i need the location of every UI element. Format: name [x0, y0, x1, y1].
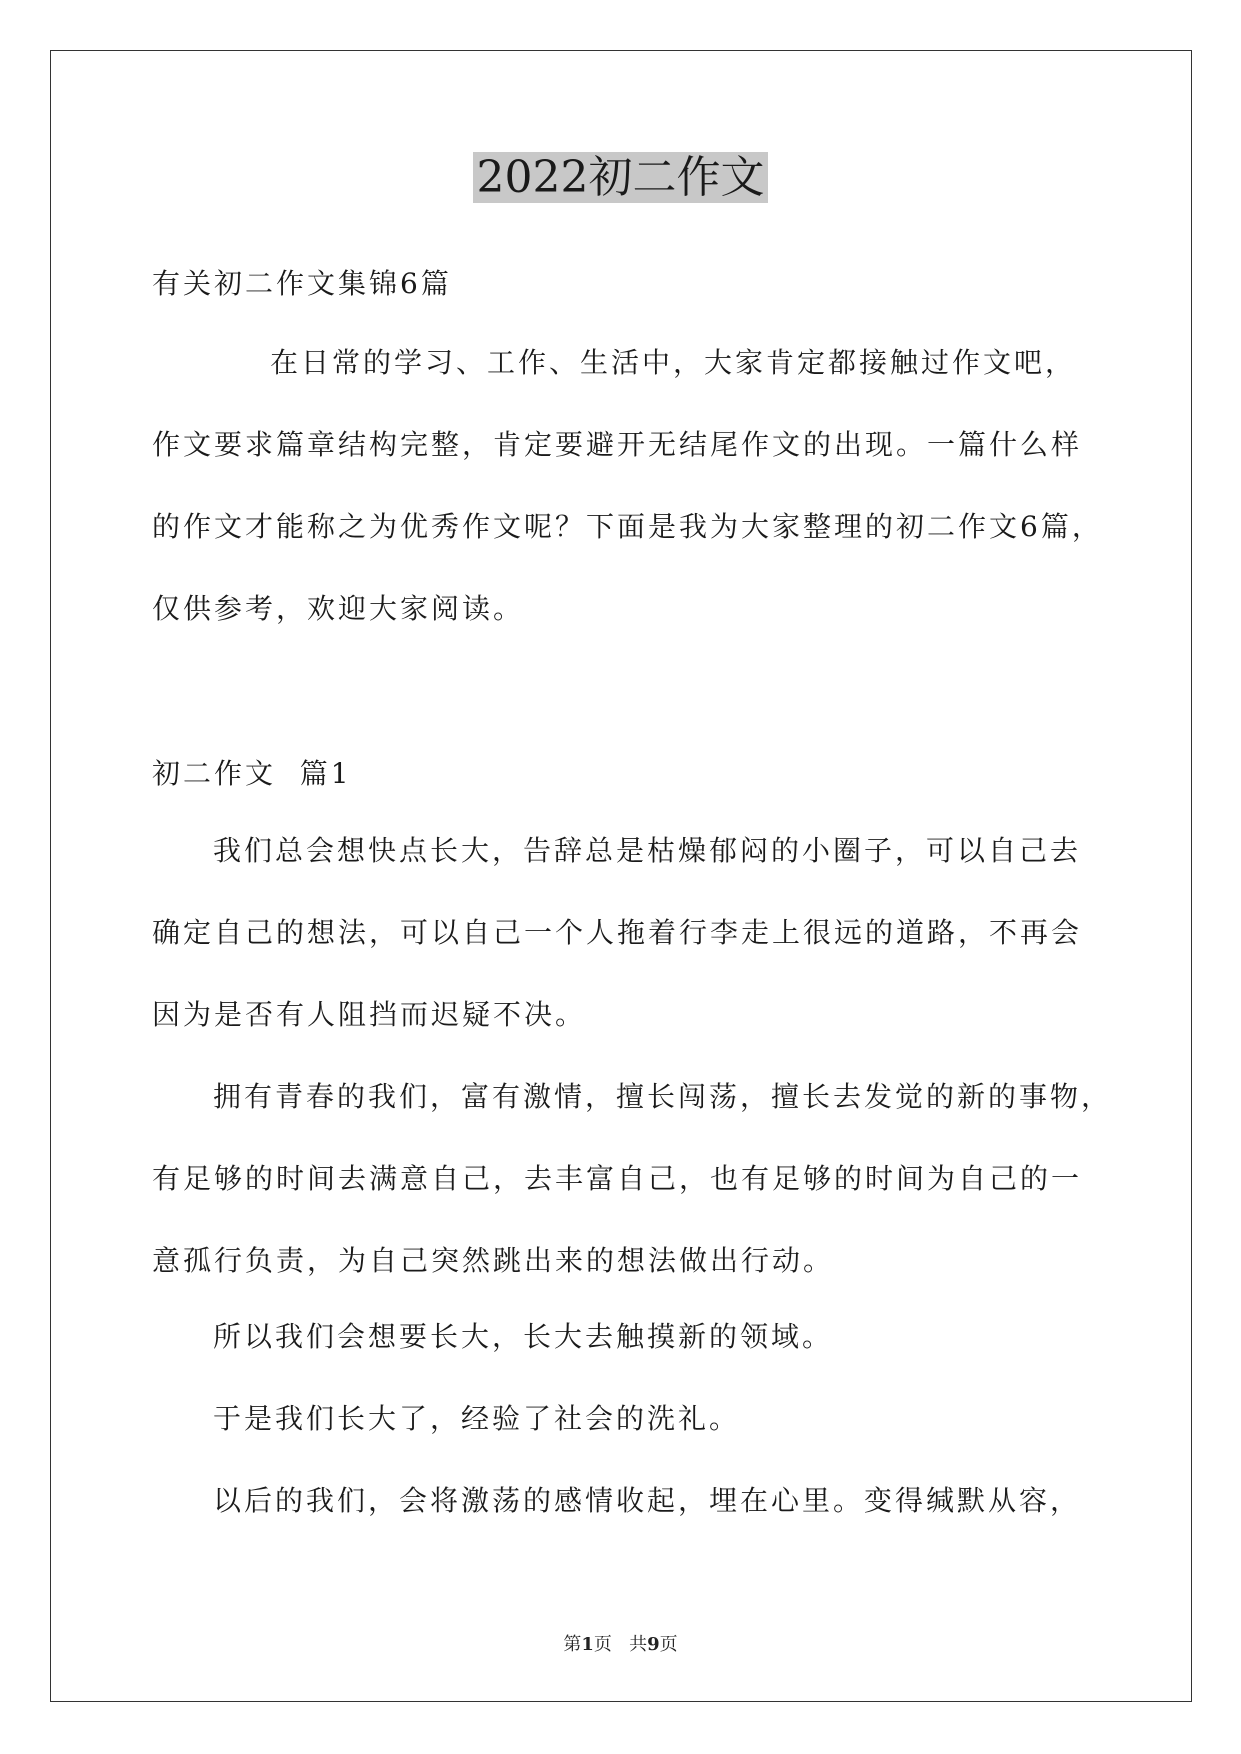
paragraph-4: 于是我们长大了，经验了社会的洗礼。	[213, 1402, 741, 1435]
paragraph-line: 意孤行负责，为自己突然跳出来的想法做出行动。	[152, 1244, 835, 1277]
paragraph-line: 确定自己的想法，可以自己一个人拖着行李走上很远的道路，不再会	[152, 916, 1083, 949]
section-heading: 初二作文 篇1	[152, 757, 352, 790]
page-footer	[0, 1630, 1241, 1656]
intro-line: 在日常的学习、工作、生活中，大家肯定都接触过作文吧，	[270, 346, 1077, 379]
paragraph-line: 我们总会想快点长大，告辞总是枯燥郁闷的小圈子，可以自己去	[213, 834, 1082, 867]
intro-line: 仅供参考，欢迎大家阅读。	[152, 592, 525, 625]
document-title	[0, 148, 1241, 208]
paragraph-5: 以后的我们，会将激荡的感情收起，埋在心里。变得缄默从容，	[213, 1484, 1082, 1517]
footer-total-pages: 9	[647, 1634, 660, 1655]
intro-line: 的作文才能称之为优秀作文呢？下面是我为大家整理的初二作文6篇，	[152, 510, 1103, 543]
paragraph-line: 拥有青春的我们，富有激情，擅长闯荡，擅长去发觉的新的事物，	[213, 1080, 1113, 1113]
intro-paragraph	[152, 322, 1103, 650]
paragraph-3: 所以我们会想要长大，长大去触摸新的领域。	[213, 1320, 834, 1353]
footer-mid: 页 共	[593, 1634, 648, 1655]
paragraph-2	[152, 1056, 1113, 1302]
paragraph-1	[152, 810, 1092, 1056]
footer-prefix: 第	[563, 1634, 582, 1655]
document-title-text: 2022初二作文	[473, 152, 769, 203]
document-subtitle: 有关初二作文集锦6篇	[152, 267, 452, 300]
paragraph-line: 因为是否有人阻挡而迟疑不决。	[152, 998, 587, 1031]
intro-line: 作文要求篇章结构完整，肯定要避开无结尾作文的出现。一篇什么样	[152, 428, 1083, 461]
footer-page-number: 1	[581, 1634, 594, 1655]
footer-suffix: 页	[659, 1634, 678, 1655]
paragraph-line: 有足够的时间去满意自己，去丰富自己，也有足够的时间为自己的一	[152, 1162, 1083, 1195]
